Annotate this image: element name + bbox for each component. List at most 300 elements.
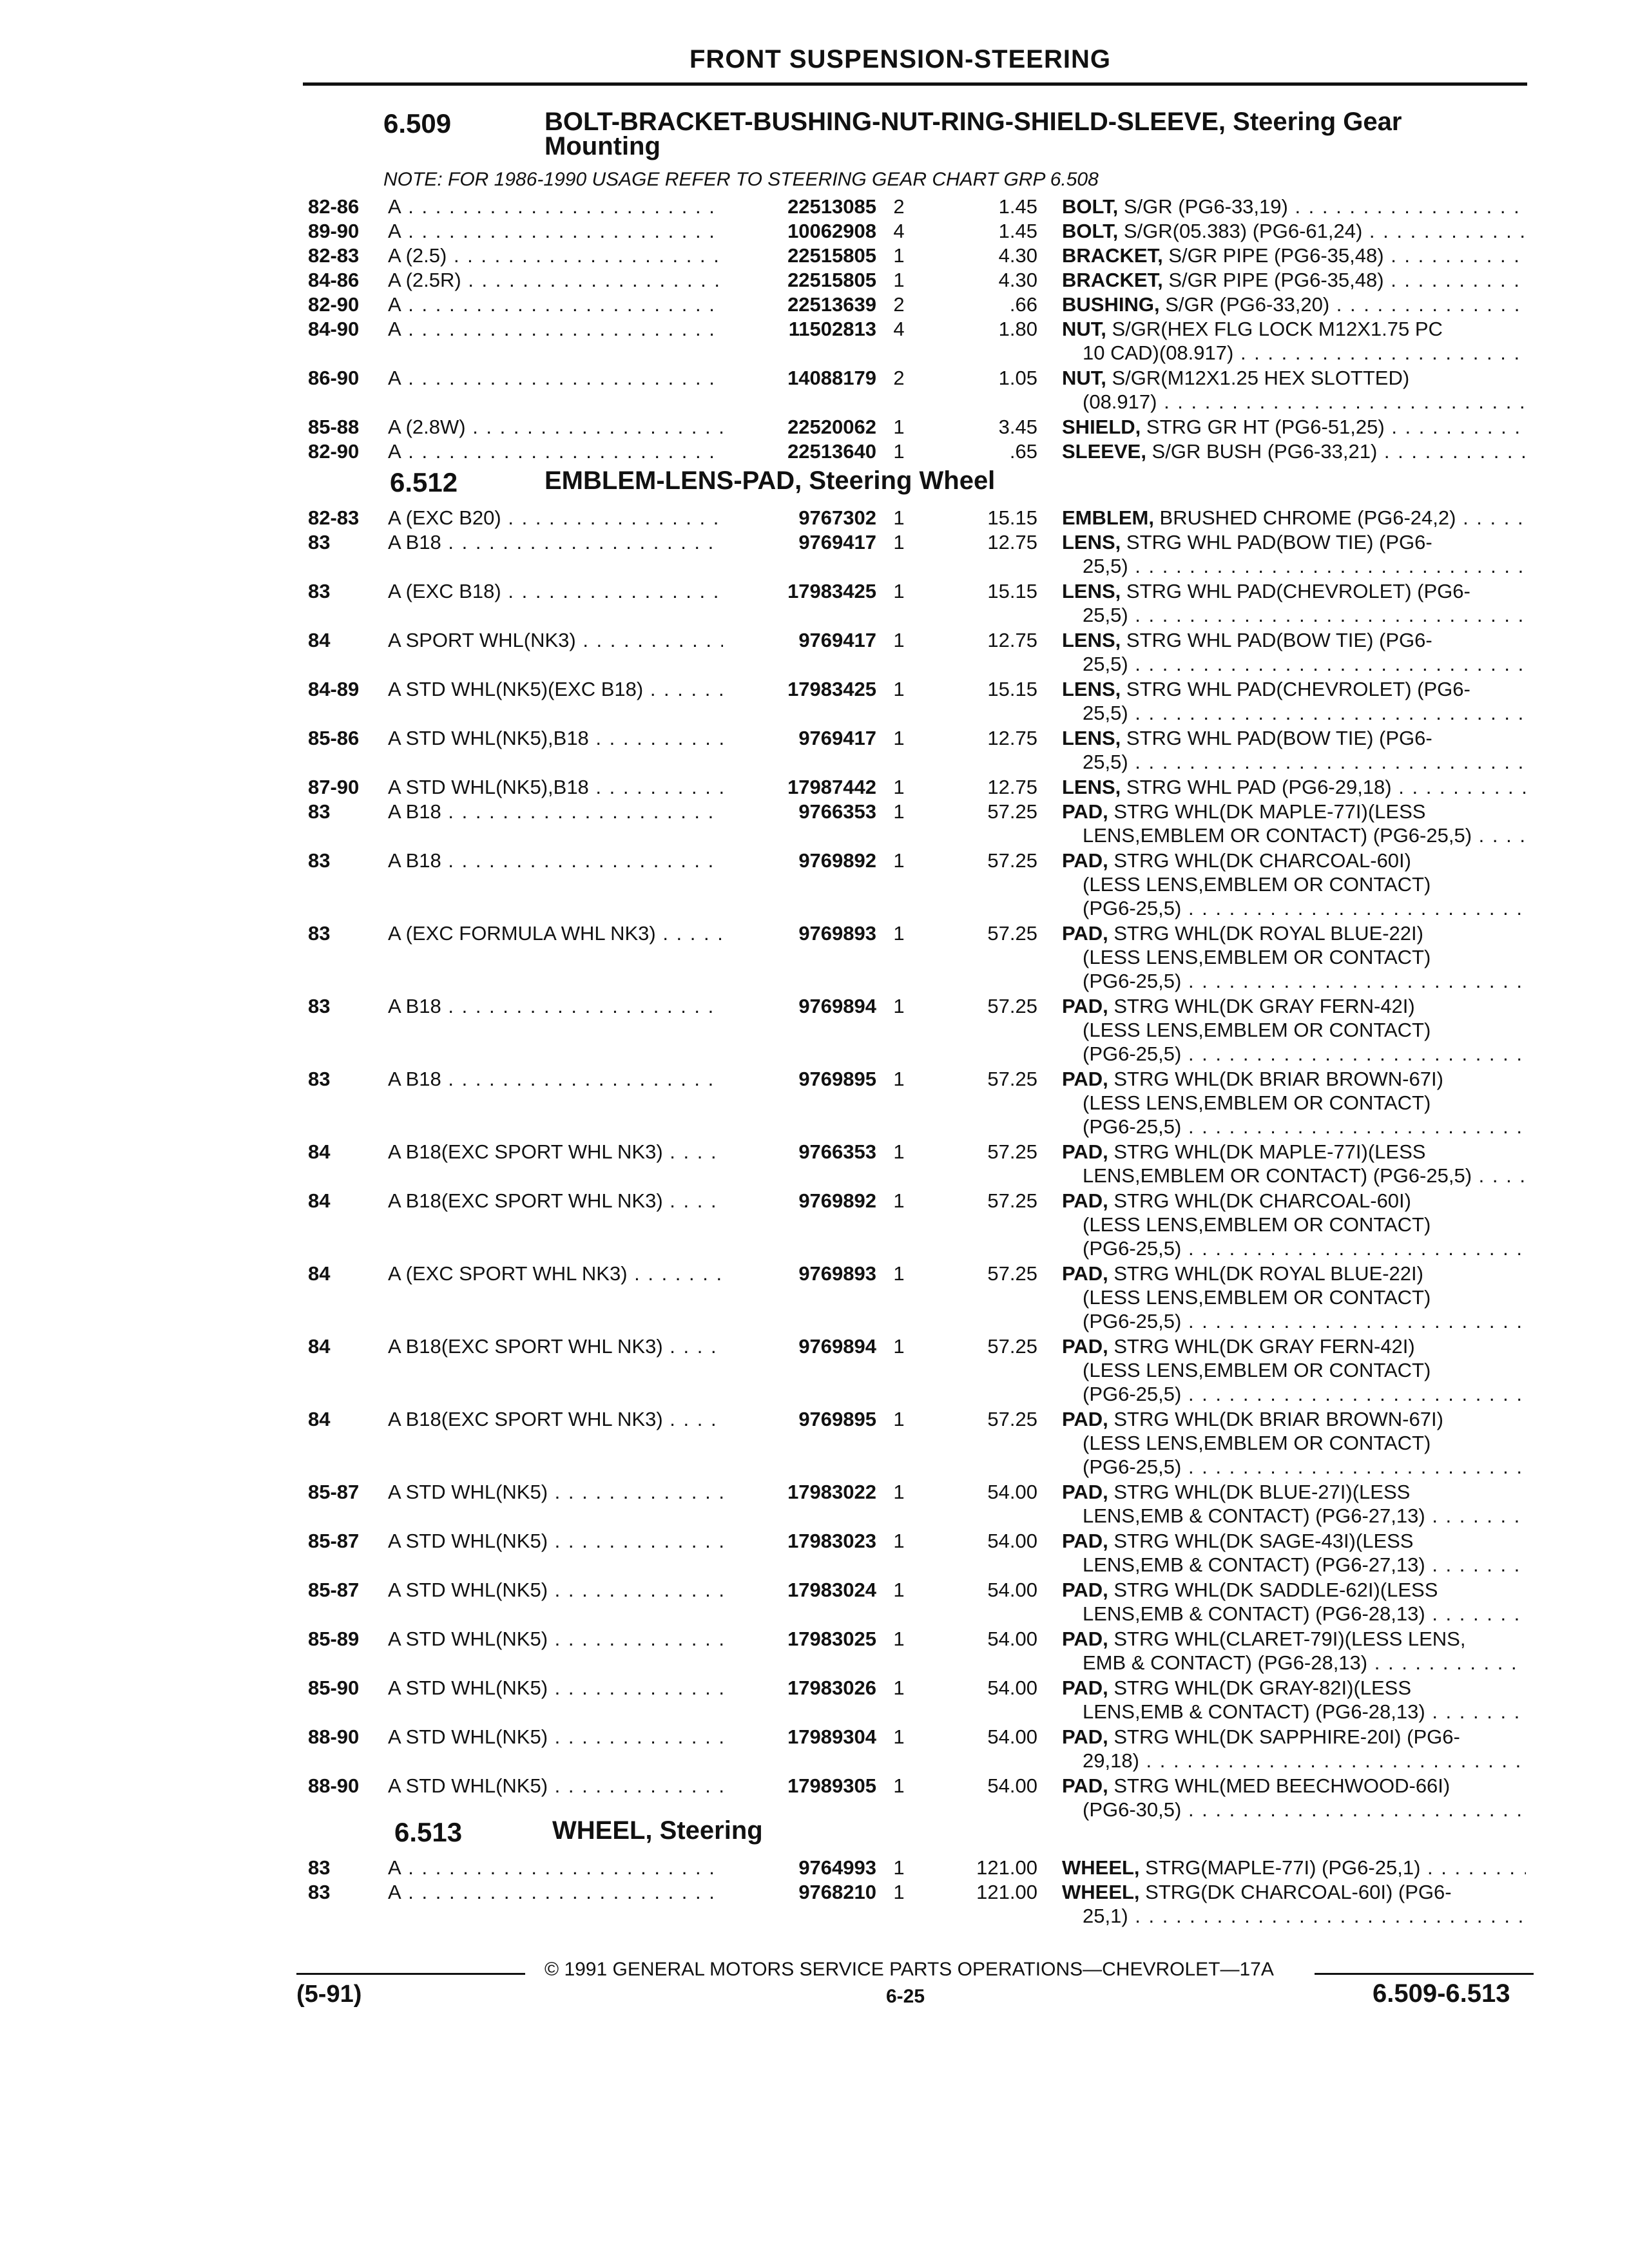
model-years: 88-90 xyxy=(308,1725,360,1748)
part-description xyxy=(1062,415,1526,439)
price: 54.00 xyxy=(987,1725,1037,1748)
description-line xyxy=(1062,1091,1526,1115)
part-number: 9767302 xyxy=(723,506,876,530)
description-text: 25,5) xyxy=(1083,751,1128,773)
usage-code: A STD WHL(NK5) . . . xyxy=(388,1578,723,1602)
usage-code: A STD WHL(NK5) . . . xyxy=(388,1529,723,1553)
part-description xyxy=(1062,1676,1526,1724)
usage-code: A (EXC B18) . . . xyxy=(388,579,723,603)
part-number: 22513640 xyxy=(723,439,876,463)
price: 57.25 xyxy=(987,1140,1037,1163)
part-description xyxy=(1062,1529,1526,1577)
part-number: 17989304 xyxy=(723,1725,876,1749)
description-line xyxy=(1062,1285,1526,1309)
description-text: (08.917) xyxy=(1083,390,1157,413)
quantity: 1 xyxy=(893,678,905,700)
description-line xyxy=(1062,1189,1526,1213)
part-description xyxy=(1062,1880,1526,1928)
description-text: S/GR BUSH (PG6-33,21) xyxy=(1146,440,1378,463)
price: 54.00 xyxy=(987,1530,1037,1552)
part-description xyxy=(1062,1774,1526,1821)
part-number: 9769895 xyxy=(723,1407,876,1431)
description-line xyxy=(1062,1382,1526,1406)
part-number: 17983024 xyxy=(723,1578,876,1602)
section-name: WHEEL, Steering xyxy=(552,1816,763,1845)
model-years: 82-90 xyxy=(308,293,360,316)
description-text: (PG6-25,5) xyxy=(1083,1310,1182,1332)
description-text: STRG WHL(DK SAPPHIRE-20I) (PG6- xyxy=(1108,1725,1460,1748)
part-description xyxy=(1062,1140,1526,1187)
description-line xyxy=(1062,1602,1526,1626)
model-years: 83 xyxy=(308,922,331,945)
description-line xyxy=(1062,1856,1526,1879)
usage-code: A STD WHL(NK5),B18 . . . xyxy=(388,775,723,799)
description-line xyxy=(1062,317,1526,341)
price: 1.45 xyxy=(998,195,1037,218)
part-description xyxy=(1062,800,1526,847)
part-description xyxy=(1062,579,1526,627)
price: .65 xyxy=(1009,440,1037,463)
price: .66 xyxy=(1009,293,1037,316)
description-text: STRG WHL(DK BRIAR BROWN-67I) xyxy=(1108,1408,1443,1430)
part-description xyxy=(1062,726,1526,774)
quantity: 1 xyxy=(893,995,905,1017)
part-number: 10062908 xyxy=(723,219,876,243)
description-text: STRG WHL(DK ROYAL BLUE-22I) xyxy=(1108,1262,1423,1285)
description-line xyxy=(1062,244,1526,267)
usage-code: A . . . xyxy=(388,439,723,463)
part-type: BOLT, xyxy=(1062,195,1119,218)
model-years: 85-87 xyxy=(308,1530,360,1552)
quantity: 1 xyxy=(893,1262,905,1285)
description-text: (LESS LENS,EMBLEM OR CONTACT) xyxy=(1083,1359,1431,1381)
description-text: (LESS LENS,EMBLEM OR CONTACT) xyxy=(1083,946,1431,968)
model-years: 83 xyxy=(308,995,331,1017)
description-line xyxy=(1062,1140,1526,1164)
part-description xyxy=(1062,994,1526,1066)
part-number: 9769893 xyxy=(723,921,876,945)
quantity: 1 xyxy=(893,506,905,529)
description-line xyxy=(1062,775,1526,799)
price: 12.75 xyxy=(987,531,1037,553)
description-line xyxy=(1062,1262,1526,1285)
part-number: 17983025 xyxy=(723,1627,876,1651)
price: 1.45 xyxy=(998,220,1037,242)
part-number: 22513085 xyxy=(723,195,876,218)
part-number: 22515805 xyxy=(723,268,876,292)
quantity: 1 xyxy=(893,1881,905,1903)
usage-code: A B18 . . . xyxy=(388,994,723,1018)
copyright-notice: © 1991 GENERAL MOTORS SERVICE PARTS OPERATIONS—CHEVROLET—17A xyxy=(545,1959,1274,1980)
description-line xyxy=(1062,1236,1526,1260)
description-text: STRG WHL(DK GRAY-82I)(LESS xyxy=(1108,1677,1412,1699)
price: 57.25 xyxy=(987,922,1037,945)
description-text: EMB & CONTACT) (PG6-28,13) xyxy=(1083,1651,1368,1674)
part-type: PAD, xyxy=(1062,1408,1108,1430)
usage-code: A . . . xyxy=(388,1880,723,1904)
part-description xyxy=(1062,1725,1526,1773)
part-number: 9768210 xyxy=(723,1880,876,1904)
section-name-cont: Mounting xyxy=(545,132,660,160)
part-number: 9769417 xyxy=(723,530,876,554)
part-type: PAD, xyxy=(1062,995,1108,1017)
description-line xyxy=(1062,195,1526,218)
description-text: STRG(DK CHARCOAL-60I) (PG6- xyxy=(1139,1881,1452,1903)
description-text: (PG6-25,5) xyxy=(1083,1456,1182,1478)
part-number: 17987442 xyxy=(723,775,876,799)
description-line xyxy=(1062,530,1526,554)
description-line xyxy=(1062,1880,1526,1904)
part-type: BRACKET, xyxy=(1062,269,1163,291)
description-line xyxy=(1062,823,1526,847)
description-line xyxy=(1062,1676,1526,1700)
model-years: 83 xyxy=(308,580,331,602)
description-text: STRG WHL(DK SAGE-43I)(LESS xyxy=(1108,1530,1414,1552)
quantity: 1 xyxy=(893,1579,905,1601)
description-text: STRG WHL(DK SADDLE-62I)(LESS xyxy=(1108,1579,1438,1601)
part-type: LENS, xyxy=(1062,678,1121,700)
quantity: 1 xyxy=(893,580,905,602)
part-type: WHEEL, xyxy=(1062,1856,1140,1879)
price: 1.80 xyxy=(998,318,1037,340)
description-line xyxy=(1062,1067,1526,1091)
model-years: 85-90 xyxy=(308,1677,360,1699)
part-type: NUT, xyxy=(1062,318,1106,340)
part-description xyxy=(1062,1578,1526,1626)
part-description xyxy=(1062,921,1526,993)
model-years: 84 xyxy=(308,1262,331,1285)
description-line xyxy=(1062,726,1526,750)
description-line xyxy=(1062,1213,1526,1236)
part-number: 22515805 xyxy=(723,244,876,267)
price: 54.00 xyxy=(987,1677,1037,1699)
description-line xyxy=(1062,1358,1526,1382)
description-line xyxy=(1062,1480,1526,1504)
part-description xyxy=(1062,195,1526,218)
price: 57.25 xyxy=(987,1335,1037,1358)
part-type: PAD, xyxy=(1062,1774,1108,1797)
usage-code: A (2.8W) . . . xyxy=(388,415,723,439)
quantity: 1 xyxy=(893,849,905,872)
description-text: LENS,EMBLEM OR CONTACT) (PG6-25,5) xyxy=(1083,1164,1472,1187)
description-text: S/GR (PG6-33,19) xyxy=(1118,195,1288,218)
description-line xyxy=(1062,579,1526,603)
model-years: 82-86 xyxy=(308,195,360,218)
usage-code: A . . . xyxy=(388,366,723,390)
usage-code: A B18(EXC SPORT WHL NK3) . . . xyxy=(388,1407,723,1431)
description-text: STRG WHL(CLARET-79I)(LESS LENS, xyxy=(1108,1628,1466,1650)
description-line xyxy=(1062,750,1526,774)
price: 12.75 xyxy=(987,629,1037,651)
quantity: 4 xyxy=(893,220,905,242)
model-years: 84 xyxy=(308,1189,331,1212)
part-description xyxy=(1062,628,1526,676)
description-text: (LESS LENS,EMBLEM OR CONTACT) xyxy=(1083,873,1431,896)
description-line xyxy=(1062,652,1526,676)
part-type: PAD, xyxy=(1062,1140,1108,1163)
part-type: PAD, xyxy=(1062,1530,1108,1552)
usage-code: A SPORT WHL(NK3) . . . xyxy=(388,628,723,652)
part-description xyxy=(1062,1627,1526,1675)
model-years: 88-90 xyxy=(308,1774,360,1797)
usage-code: A B18(EXC SPORT WHL NK3) . . . xyxy=(388,1334,723,1358)
description-text: S/GR(05.383) (PG6-61,24) xyxy=(1118,220,1363,242)
model-years: 84-89 xyxy=(308,678,360,700)
part-description xyxy=(1062,506,1526,530)
part-description xyxy=(1062,530,1526,578)
part-description xyxy=(1062,1334,1526,1406)
description-line xyxy=(1062,1431,1526,1455)
model-years: 82-83 xyxy=(308,506,360,529)
part-description xyxy=(1062,1407,1526,1479)
description-text: (LESS LENS,EMBLEM OR CONTACT) xyxy=(1083,1213,1431,1236)
description-text: (PG6-25,5) xyxy=(1083,1383,1182,1405)
part-type: PAD, xyxy=(1062,849,1108,872)
quantity: 1 xyxy=(893,531,905,553)
description-line xyxy=(1062,390,1526,414)
quantity: 1 xyxy=(893,1481,905,1503)
part-type: PAD, xyxy=(1062,800,1108,823)
part-type: PAD, xyxy=(1062,1189,1108,1212)
section-number: 6.512 xyxy=(390,467,458,497)
quantity: 1 xyxy=(893,269,905,291)
quantity: 1 xyxy=(893,1677,905,1699)
description-text: STRG GR HT (PG6-51,25) xyxy=(1141,416,1385,438)
description-text: STRG(MAPLE-77I) (PG6-25,1) xyxy=(1139,1856,1421,1879)
usage-code: A STD WHL(NK5) . . . xyxy=(388,1627,723,1651)
part-type: LENS, xyxy=(1062,531,1121,553)
description-line xyxy=(1062,219,1526,243)
description-line xyxy=(1062,1407,1526,1431)
description-text: (LESS LENS,EMBLEM OR CONTACT) xyxy=(1083,1091,1431,1114)
description-line xyxy=(1062,1309,1526,1333)
description-text: STRG WHL(DK BLUE-27I)(LESS xyxy=(1108,1481,1411,1503)
description-text: LENS,EMB & CONTACT) (PG6-27,13) xyxy=(1083,1553,1425,1576)
description-line xyxy=(1062,994,1526,1018)
quantity: 1 xyxy=(893,776,905,798)
part-description xyxy=(1062,677,1526,725)
price: 15.15 xyxy=(987,580,1037,602)
quantity: 1 xyxy=(893,922,905,945)
description-text: STRG WHL PAD(CHEVROLET) (PG6- xyxy=(1121,678,1470,700)
part-type: BRACKET, xyxy=(1062,244,1163,267)
section-note: NOTE: FOR 1986-1990 USAGE REFER TO STEERING GEAR CHART GRP 6.508 xyxy=(383,169,1099,190)
part-number: 14088179 xyxy=(723,366,876,390)
part-description xyxy=(1062,244,1526,267)
description-text: 10 CAD)(08.917) xyxy=(1083,341,1234,364)
price: 54.00 xyxy=(987,1628,1037,1650)
part-type: PAD, xyxy=(1062,1725,1108,1748)
part-type: BUSHING, xyxy=(1062,293,1160,316)
description-text: S/GR (PG6-33,20) xyxy=(1159,293,1330,316)
part-type: LENS, xyxy=(1062,580,1121,602)
description-text: STRG WHL(MED BEECHWOOD-66I) xyxy=(1108,1774,1451,1797)
model-years: 82-83 xyxy=(308,244,360,267)
usage-code: A STD WHL(NK5) . . . xyxy=(388,1480,723,1504)
description-line xyxy=(1062,1627,1526,1651)
price: 15.15 xyxy=(987,678,1037,700)
part-number: 17983425 xyxy=(723,677,876,701)
description-line xyxy=(1062,628,1526,652)
description-text: (PG6-25,5) xyxy=(1083,897,1182,919)
usage-code: A (EXC B20) . . . xyxy=(388,506,723,530)
description-text: 29,18) xyxy=(1083,1749,1139,1772)
model-years: 84-90 xyxy=(308,318,360,340)
description-text: 25,5) xyxy=(1083,653,1128,675)
description-text: STRG WHL(DK MAPLE-77I)(LESS xyxy=(1108,1140,1426,1163)
part-number: 9769895 xyxy=(723,1067,876,1091)
description-text: STRG WHL(DK ROYAL BLUE-22I) xyxy=(1108,922,1423,945)
part-description xyxy=(1062,1480,1526,1528)
model-years: 83 xyxy=(308,1068,331,1090)
description-text: STRG WHL(DK MAPLE-77I)(LESS xyxy=(1108,800,1426,823)
description-line xyxy=(1062,872,1526,896)
model-years: 85-88 xyxy=(308,416,360,438)
description-line xyxy=(1062,1334,1526,1358)
description-text: LENS,EMB & CONTACT) (PG6-28,13) xyxy=(1083,1700,1425,1723)
description-text: (PG6-25,5) xyxy=(1083,1237,1182,1260)
quantity: 1 xyxy=(893,1774,905,1797)
description-text: LENS,EMB & CONTACT) (PG6-27,13) xyxy=(1083,1504,1425,1527)
price: 54.00 xyxy=(987,1481,1037,1503)
price: 57.25 xyxy=(987,1068,1037,1090)
description-text: STRG WHL(DK CHARCOAL-60I) xyxy=(1108,849,1411,872)
description-line xyxy=(1062,1042,1526,1066)
description-line xyxy=(1062,896,1526,920)
part-description xyxy=(1062,219,1526,243)
model-years: 82-90 xyxy=(308,440,360,463)
part-type: PAD, xyxy=(1062,1579,1108,1601)
description-line xyxy=(1062,366,1526,390)
description-text: 25,5) xyxy=(1083,702,1128,724)
price: 57.25 xyxy=(987,1262,1037,1285)
model-years: 85-87 xyxy=(308,1481,360,1503)
model-years: 84 xyxy=(308,1335,331,1358)
model-years: 83 xyxy=(308,1856,331,1879)
price: 121.00 xyxy=(976,1856,1037,1879)
section-name: BOLT-BRACKET-BUSHING-NUT-RING-SHIELD-SLEEVE, Steering Gear xyxy=(545,108,1402,136)
usage-code: A . . . xyxy=(388,1856,723,1879)
usage-code: A STD WHL(NK5)(EXC B18) . . . xyxy=(388,677,723,701)
part-type: PAD, xyxy=(1062,1068,1108,1090)
price: 4.30 xyxy=(998,269,1037,291)
section-name: EMBLEM-LENS-PAD, Steering Wheel xyxy=(545,466,996,495)
price: 3.45 xyxy=(998,416,1037,438)
description-line xyxy=(1062,1529,1526,1553)
description-line xyxy=(1062,1725,1526,1749)
description-line xyxy=(1062,945,1526,969)
description-text: STRG WHL PAD(BOW TIE) (PG6- xyxy=(1121,727,1432,749)
quantity: 2 xyxy=(893,367,905,389)
header-rule xyxy=(303,82,1527,86)
model-years: 83 xyxy=(308,531,331,553)
part-number: 17983023 xyxy=(723,1529,876,1553)
description-text: S/GR PIPE (PG6-35,48) xyxy=(1162,269,1384,291)
description-text: STRG WHL PAD(CHEVROLET) (PG6- xyxy=(1121,580,1470,602)
price: 4.30 xyxy=(998,244,1037,267)
price: 15.15 xyxy=(987,506,1037,529)
quantity: 1 xyxy=(893,1140,905,1163)
description-text: STRG WHL(DK GRAY FERN-42I) xyxy=(1108,1335,1415,1358)
description-text: STRG WHL(DK CHARCOAL-60I) xyxy=(1108,1189,1411,1212)
description-line xyxy=(1062,701,1526,725)
description-line xyxy=(1062,800,1526,823)
part-number: 17983022 xyxy=(723,1480,876,1504)
part-type: LENS, xyxy=(1062,727,1121,749)
model-years: 83 xyxy=(308,1881,331,1903)
part-description xyxy=(1062,775,1526,799)
description-text: 25,5) xyxy=(1083,604,1128,626)
model-years: 84 xyxy=(308,1140,331,1163)
part-type: PAD, xyxy=(1062,1335,1108,1358)
part-type: SHIELD, xyxy=(1062,416,1141,438)
usage-code: A B18 . . . xyxy=(388,530,723,554)
part-description xyxy=(1062,366,1526,414)
price: 121.00 xyxy=(976,1881,1037,1903)
quantity: 1 xyxy=(893,800,905,823)
model-years: 83 xyxy=(308,849,331,872)
quantity: 1 xyxy=(893,1725,905,1748)
description-line xyxy=(1062,1115,1526,1139)
part-number: 9769892 xyxy=(723,1189,876,1213)
part-description xyxy=(1062,1856,1526,1879)
usage-code: A (EXC SPORT WHL NK3) . . . xyxy=(388,1262,723,1285)
part-type: WHEEL, xyxy=(1062,1881,1140,1903)
description-line xyxy=(1062,268,1526,292)
part-number: 22513639 xyxy=(723,293,876,316)
part-description xyxy=(1062,293,1526,316)
description-text: S/GR PIPE (PG6-35,48) xyxy=(1162,244,1384,267)
footer-rule-left xyxy=(296,1973,525,1975)
page-title: FRONT SUSPENSION-STEERING xyxy=(689,45,1111,73)
part-description xyxy=(1062,1067,1526,1139)
usage-code: A B18 . . . xyxy=(388,800,723,823)
description-text: (PG6-30,5) xyxy=(1083,1798,1182,1821)
description-line xyxy=(1062,439,1526,463)
footer-rule-right xyxy=(1315,1973,1534,1975)
description-line xyxy=(1062,1578,1526,1602)
description-text: (PG6-25,5) xyxy=(1083,970,1182,992)
model-years: 85-87 xyxy=(308,1579,360,1601)
part-number: 9769417 xyxy=(723,628,876,652)
quantity: 1 xyxy=(893,1856,905,1879)
part-description xyxy=(1062,849,1526,920)
description-text: (LESS LENS,EMBLEM OR CONTACT) xyxy=(1083,1432,1431,1454)
description-text: STRG WHL PAD(BOW TIE) (PG6- xyxy=(1121,629,1432,651)
description-text: (PG6-25,5) xyxy=(1083,1115,1182,1138)
part-number: 9769894 xyxy=(723,1334,876,1358)
model-years: 85-89 xyxy=(308,1628,360,1650)
usage-code: A . . . xyxy=(388,317,723,341)
model-years: 84 xyxy=(308,1408,331,1430)
quantity: 1 xyxy=(893,1189,905,1212)
description-text: S/GR(M12X1.25 HEX SLOTTED) xyxy=(1106,367,1410,389)
description-line xyxy=(1062,1164,1526,1187)
section-range: 6.509-6.513 xyxy=(1373,1979,1510,2008)
description-line xyxy=(1062,969,1526,993)
part-number: 9769894 xyxy=(723,994,876,1018)
part-description xyxy=(1062,1262,1526,1333)
quantity: 1 xyxy=(893,629,905,651)
part-type: BOLT, xyxy=(1062,220,1119,242)
price: 12.75 xyxy=(987,727,1037,749)
part-type: PAD, xyxy=(1062,1262,1108,1285)
description-line xyxy=(1062,506,1526,530)
usage-code: A B18 . . . xyxy=(388,1067,723,1091)
price: 54.00 xyxy=(987,1774,1037,1797)
price: 12.75 xyxy=(987,776,1037,798)
part-number: 9764993 xyxy=(723,1856,876,1879)
